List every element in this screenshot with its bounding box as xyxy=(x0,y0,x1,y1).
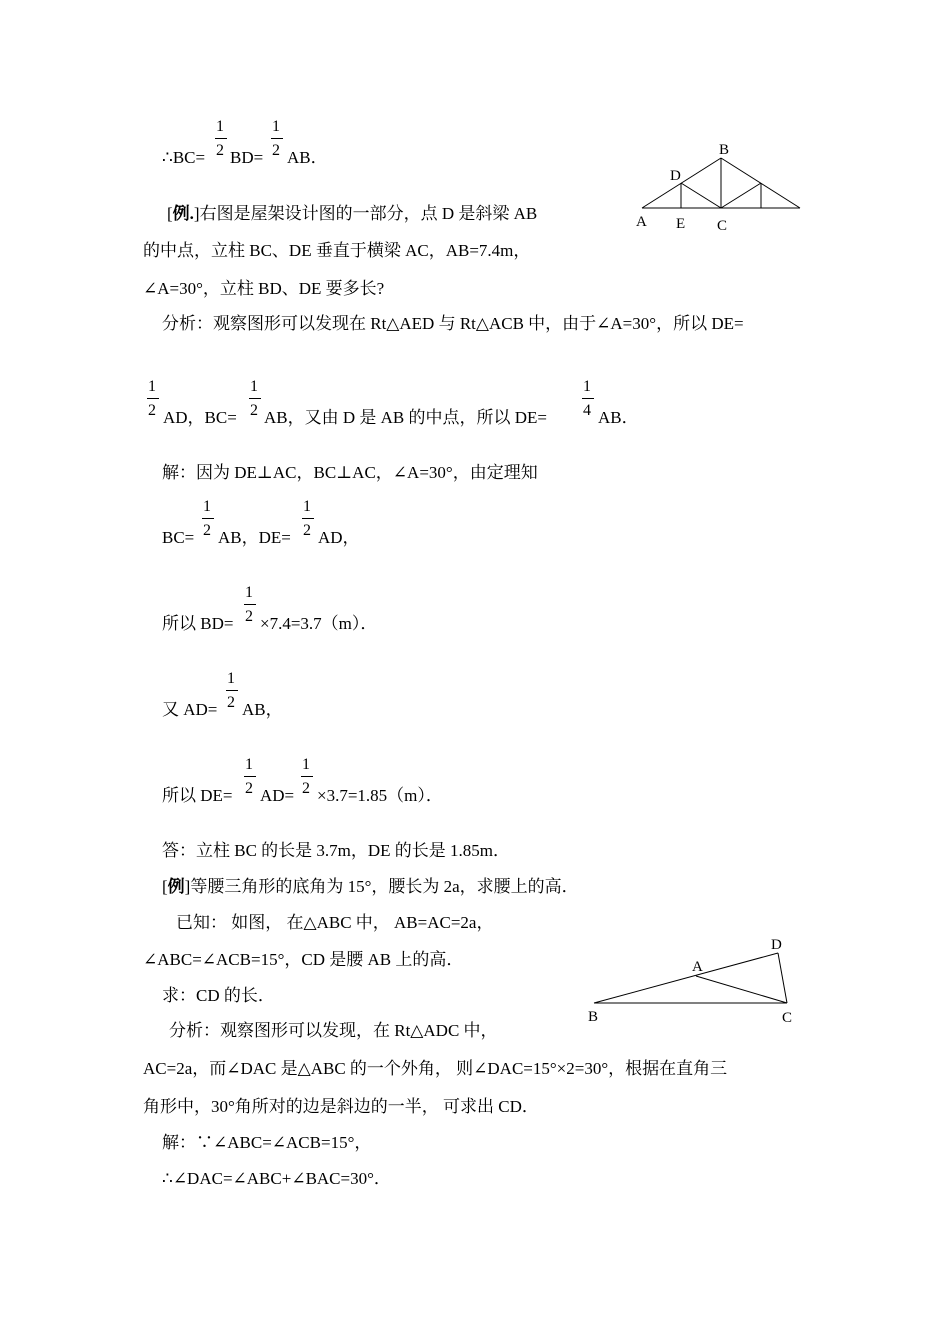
text-line: 已知： 如图， 在△ABC 中， AB=AC=2a， xyxy=(176,913,494,932)
text-line: AB， xyxy=(242,700,283,719)
example-tag: 例. xyxy=(172,204,194,223)
fraction-bar xyxy=(215,138,227,139)
label-e: E xyxy=(676,216,686,232)
fraction-numerator: 1 xyxy=(245,756,253,773)
label-c: C xyxy=(717,218,728,233)
fraction-bar xyxy=(202,518,214,519)
fraction-bar xyxy=(302,518,314,519)
text-line: ∠ABC=∠ACB=15°，CD 是腰 AB 上的高． xyxy=(143,950,464,969)
isosceles-triangle-figure xyxy=(580,932,800,1032)
fraction-numerator: 1 xyxy=(303,498,311,515)
roof-truss-figure xyxy=(630,138,810,233)
text-line: 所以 BD= xyxy=(162,614,234,633)
text-line: AB． xyxy=(598,408,639,427)
fraction-bar xyxy=(244,604,256,605)
text-line: 角形中，30°角所对的边是斜边的一半， 可求出 CD． xyxy=(143,1097,539,1116)
text-line: 答：立柱 BC 的长是 3.7m，DE 的长是 1.85m． xyxy=(162,841,511,860)
text-line: 所以 DE= xyxy=(162,786,233,805)
fraction-numerator: 1 xyxy=(302,756,310,773)
text-line: ×3.7=1.85（m）． xyxy=(317,786,443,805)
label-a: A xyxy=(636,214,647,230)
text-line: ∴∠DAC=∠ABC+∠BAC=30°． xyxy=(162,1169,391,1188)
text-line: ∠A=30°，立柱 BD、DE 要多长? xyxy=(143,279,385,298)
fraction-bar xyxy=(226,690,238,691)
fraction-denominator: 2 xyxy=(303,522,311,539)
text-line: AB． xyxy=(287,148,328,167)
text-line: BC= xyxy=(162,528,195,547)
fraction-bar xyxy=(582,398,594,399)
example-heading: [例]等腰三角形的底角为 15°，腰长为 2a，求腰上的高． xyxy=(162,877,579,896)
fraction-denominator: 2 xyxy=(302,780,310,797)
text-line: 解：因为 DE⊥AC，BC⊥AC，∠A=30°，由定理知 xyxy=(162,463,538,482)
fraction-denominator: 2 xyxy=(227,694,235,711)
fraction-numerator: 1 xyxy=(245,584,253,601)
fraction-denominator: 2 xyxy=(148,402,156,419)
fraction-bar xyxy=(244,776,256,777)
fraction-bar xyxy=(301,776,313,777)
text-line: AD， xyxy=(318,528,360,547)
fraction-numerator: 1 xyxy=(216,118,224,135)
fraction-denominator: 2 xyxy=(216,142,224,159)
text-line: AD= xyxy=(260,786,295,805)
fraction-bar xyxy=(147,398,159,399)
fraction-numerator: 1 xyxy=(148,378,156,395)
text-line: 的中点，立柱 BC、DE 垂直于横梁 AC，AB=7.4m， xyxy=(143,241,531,260)
fraction-numerator: 1 xyxy=(583,378,591,395)
text-line: AD，BC= xyxy=(163,408,237,427)
fraction-denominator: 2 xyxy=(203,522,211,539)
brace-right xyxy=(721,183,761,208)
fraction-denominator: 4 xyxy=(583,402,591,419)
example-heading: [例.]右图是屋架设计图的一部分，点 D 是斜梁 AB xyxy=(167,204,538,223)
fraction-denominator: 2 xyxy=(245,780,253,797)
text-line: 分析：观察图形可以发现，在 Rt△ADC 中， xyxy=(169,1021,498,1040)
fraction-denominator: 2 xyxy=(250,402,258,419)
text-line: AC=2a，而∠DAC 是△ABC 的一个外角， 则∠DAC=15°×2=30°，根据在直角三 xyxy=(143,1059,728,1078)
side-ac xyxy=(696,976,787,1003)
text-line: 求：CD 的长． xyxy=(162,986,275,1005)
text-line: 分析：观察图形可以发现在 Rt△AED 与 Rt△ACB 中，由于∠A=30°，所以 DE= xyxy=(162,314,744,333)
text-line: BD= xyxy=(230,148,264,167)
fraction-numerator: 1 xyxy=(250,378,258,395)
fraction-denominator: 2 xyxy=(272,142,280,159)
label-c: C xyxy=(782,1010,793,1026)
brace-dc xyxy=(681,183,721,208)
fraction-numerator: 1 xyxy=(227,670,235,687)
label-b: B xyxy=(588,1009,599,1025)
text-line: AB，DE= xyxy=(218,528,291,547)
side-dc xyxy=(778,953,787,1003)
fraction-denominator: 2 xyxy=(245,608,253,625)
fraction-bar xyxy=(249,398,261,399)
example-tag: 例 xyxy=(167,877,185,896)
label-a: A xyxy=(692,959,703,975)
text-line: ∴BC= xyxy=(162,148,206,167)
label-d: D xyxy=(771,937,782,953)
label-d: D xyxy=(670,168,681,184)
side-bd xyxy=(594,953,778,1003)
fraction-bar xyxy=(271,138,283,139)
text-line: ×7.4=3.7（m）． xyxy=(260,614,378,633)
fraction-numerator: 1 xyxy=(272,118,280,135)
text-line: 解：∵∠ABC=∠ACB=15°， xyxy=(162,1133,372,1152)
text-line: 又 AD= xyxy=(162,700,218,719)
fraction-numerator: 1 xyxy=(203,498,211,515)
label-b: B xyxy=(719,142,730,158)
text-line: AB，又由 D 是 AB 的中点，所以 DE= xyxy=(264,408,548,427)
